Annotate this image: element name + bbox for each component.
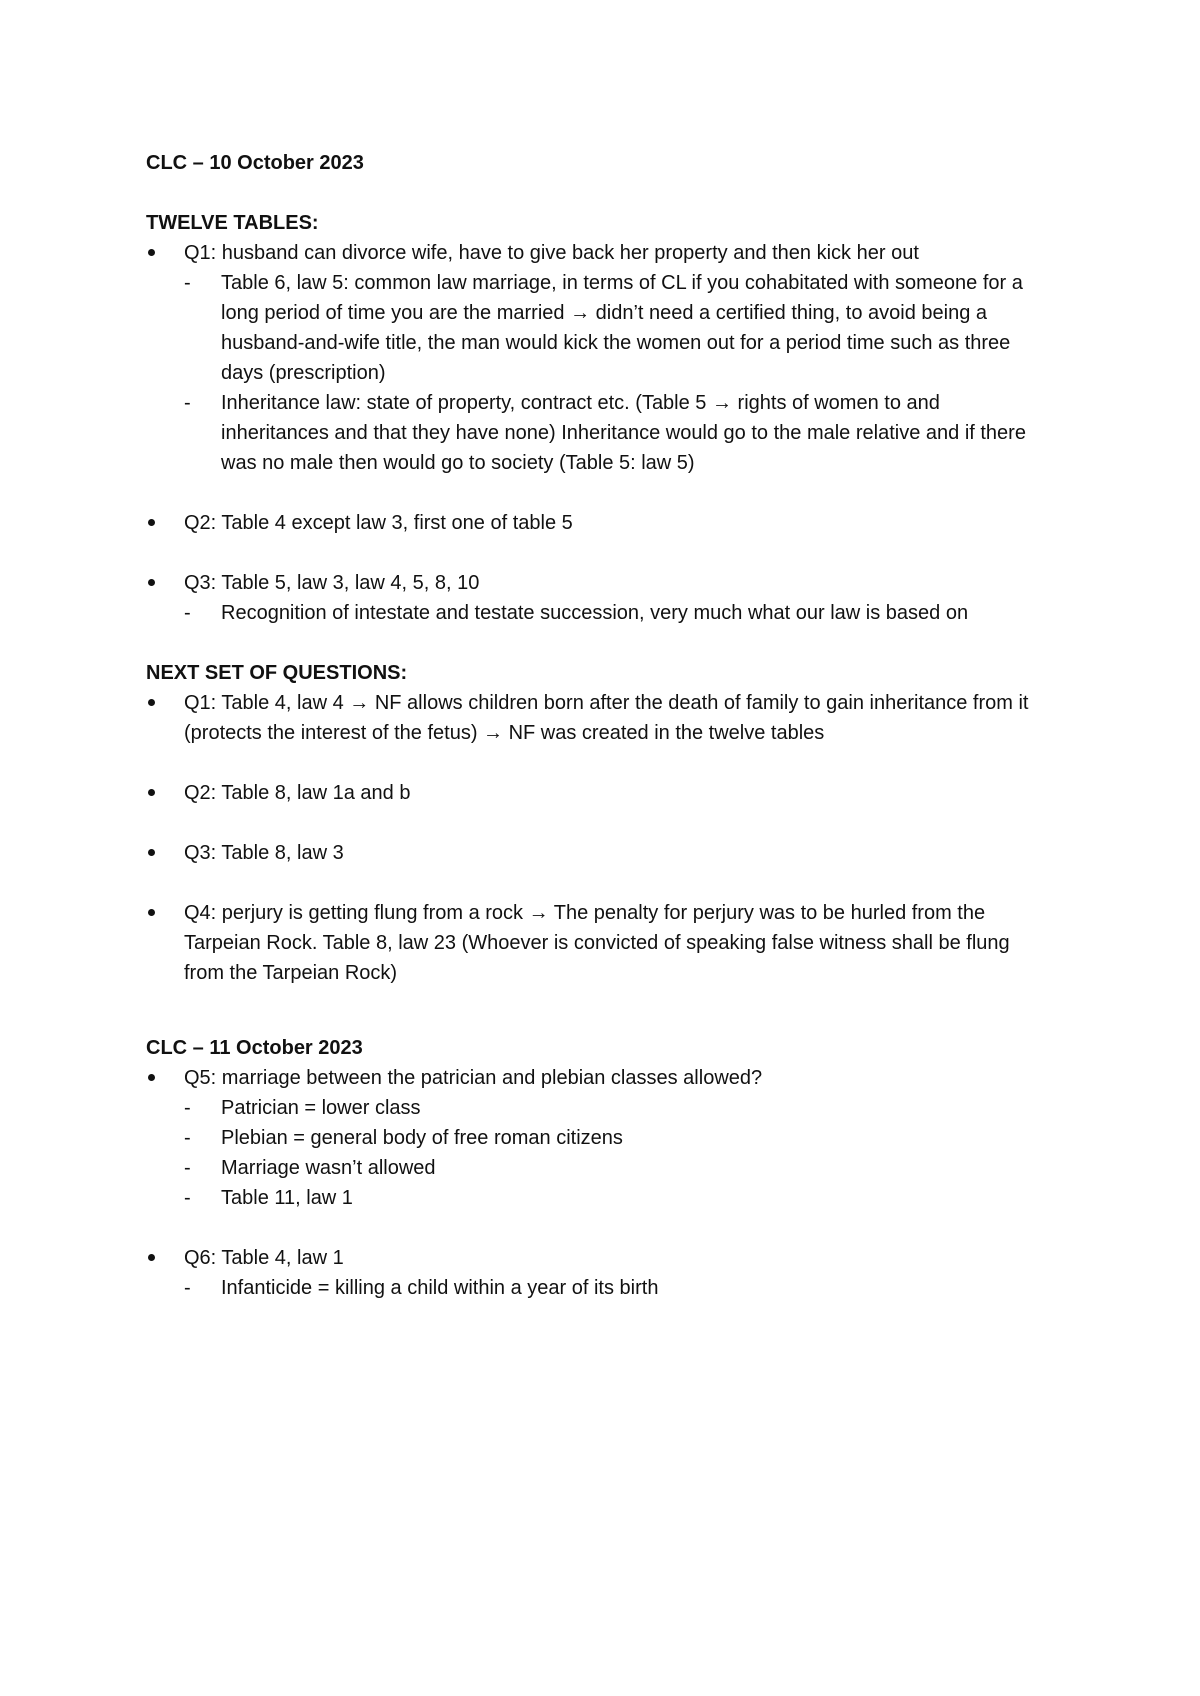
sub-list <box>184 1093 1050 1213</box>
bullet-list <box>146 508 1050 538</box>
sub-item-text: Marriage wasn’t allowed <box>221 1157 436 1179</box>
bullet-list <box>146 898 1050 988</box>
sub-list-item <box>184 1153 1050 1183</box>
sub-list-item <box>184 1183 1050 1213</box>
list-item <box>146 1063 1050 1213</box>
sub-item-text: Recognition of intestate and testate succession, very much what our law is based on <box>221 602 969 624</box>
sub-item-text: Table 11, law 1 <box>221 1187 353 1209</box>
question-text: Q4: perjury is getting flung from a rock → The penalty for perjury was to be hurled from the Tarpeian Rock. Table 8, law 23 (Whoever is convicted of speaking false witness shall be flung from the Tarpeian Rock) <box>184 902 1010 984</box>
bullet-icon <box>148 789 155 796</box>
dash-icon: - <box>184 1127 191 1149</box>
section-subheading: TWELVE TABLES: <box>146 212 319 234</box>
question-text: Q1: husband can divorce wife, have to give back her property and then kick her out <box>184 242 919 264</box>
dash-icon: - <box>184 1157 191 1179</box>
section-subheading: NEXT SET OF QUESTIONS: <box>146 662 408 684</box>
sub-list-item <box>184 1093 1050 1123</box>
question-text: Q6: Table 4, law 1 <box>184 1247 344 1269</box>
sub-item-text: Plebian = general body of free roman citizens <box>221 1127 623 1149</box>
section-title: CLC – 11 October 2023 <box>146 1037 363 1059</box>
list-item <box>146 898 1050 988</box>
question-text: Q2: Table 4 except law 3, first one of table 5 <box>184 512 573 534</box>
bullet-icon <box>148 249 155 256</box>
question-text: Q2: Table 8, law 1a and b <box>184 782 411 804</box>
bullet-icon <box>148 519 155 526</box>
list-item <box>146 838 1050 868</box>
sub-list <box>184 268 1050 478</box>
bullet-list <box>146 1063 1050 1213</box>
bullet-list <box>146 778 1050 808</box>
sub-list-item <box>184 268 1050 388</box>
list-item <box>146 238 1050 478</box>
question-text: Q3: Table 5, law 3, law 4, 5, 8, 10 <box>184 572 480 594</box>
section-title: CLC – 10 October 2023 <box>146 152 364 174</box>
list-item <box>146 568 1050 628</box>
bullet-icon <box>148 699 155 706</box>
sub-list <box>184 1273 1050 1303</box>
dash-icon: - <box>184 1187 191 1209</box>
list-item <box>146 688 1050 748</box>
bullet-icon <box>148 1254 155 1261</box>
sub-item-text: Patrician = lower class <box>221 1097 421 1119</box>
sub-list-item <box>184 388 1050 478</box>
sub-list-item <box>184 1273 1050 1303</box>
sub-item-text: Inheritance law: state of property, contract etc. (Table 5 → rights of women to and inheritances and that they have none) Inheritance would go to the male relative and if there was no male then would go to society (Table 5: law 5) <box>221 392 1026 474</box>
list-item <box>146 778 1050 808</box>
bullet-list <box>146 838 1050 868</box>
dash-icon: - <box>184 392 191 414</box>
question-text: Q5: marriage between the patrician and plebian classes allowed? <box>184 1067 763 1089</box>
bullet-list <box>146 238 1050 478</box>
bullet-icon <box>148 1074 155 1081</box>
sub-item-text: Table 6, law 5: common law marriage, in terms of CL if you cohabitated with someone for a long period of time you are the married → didn’t need a certified thing, to avoid being a husband-and-wife title, the man would kick the women out for a period time such as three days (prescription) <box>221 272 1023 384</box>
question-text: Q3: Table 8, law 3 <box>184 842 344 864</box>
dash-icon: - <box>184 602 191 624</box>
bullet-list <box>146 1243 1050 1303</box>
sub-list-item <box>184 598 1050 628</box>
bullet-icon <box>148 849 155 856</box>
sub-list-item <box>184 1123 1050 1153</box>
dash-icon: - <box>184 272 191 294</box>
bullet-icon <box>148 579 155 586</box>
list-item <box>146 508 1050 538</box>
sub-list <box>184 598 1050 628</box>
sub-item-text: Infanticide = killing a child within a year of its birth <box>221 1277 659 1299</box>
question-text: Q1: Table 4, law 4 → NF allows children born after the death of family to gain inheritance from it (protects the interest of the fetus) → NF was created in the twelve tables <box>184 692 1029 744</box>
bullet-list <box>146 688 1050 748</box>
dash-icon: - <box>184 1277 191 1299</box>
bullet-icon <box>148 909 155 916</box>
dash-icon: - <box>184 1097 191 1119</box>
bullet-list <box>146 568 1050 628</box>
list-item <box>146 1243 1050 1303</box>
